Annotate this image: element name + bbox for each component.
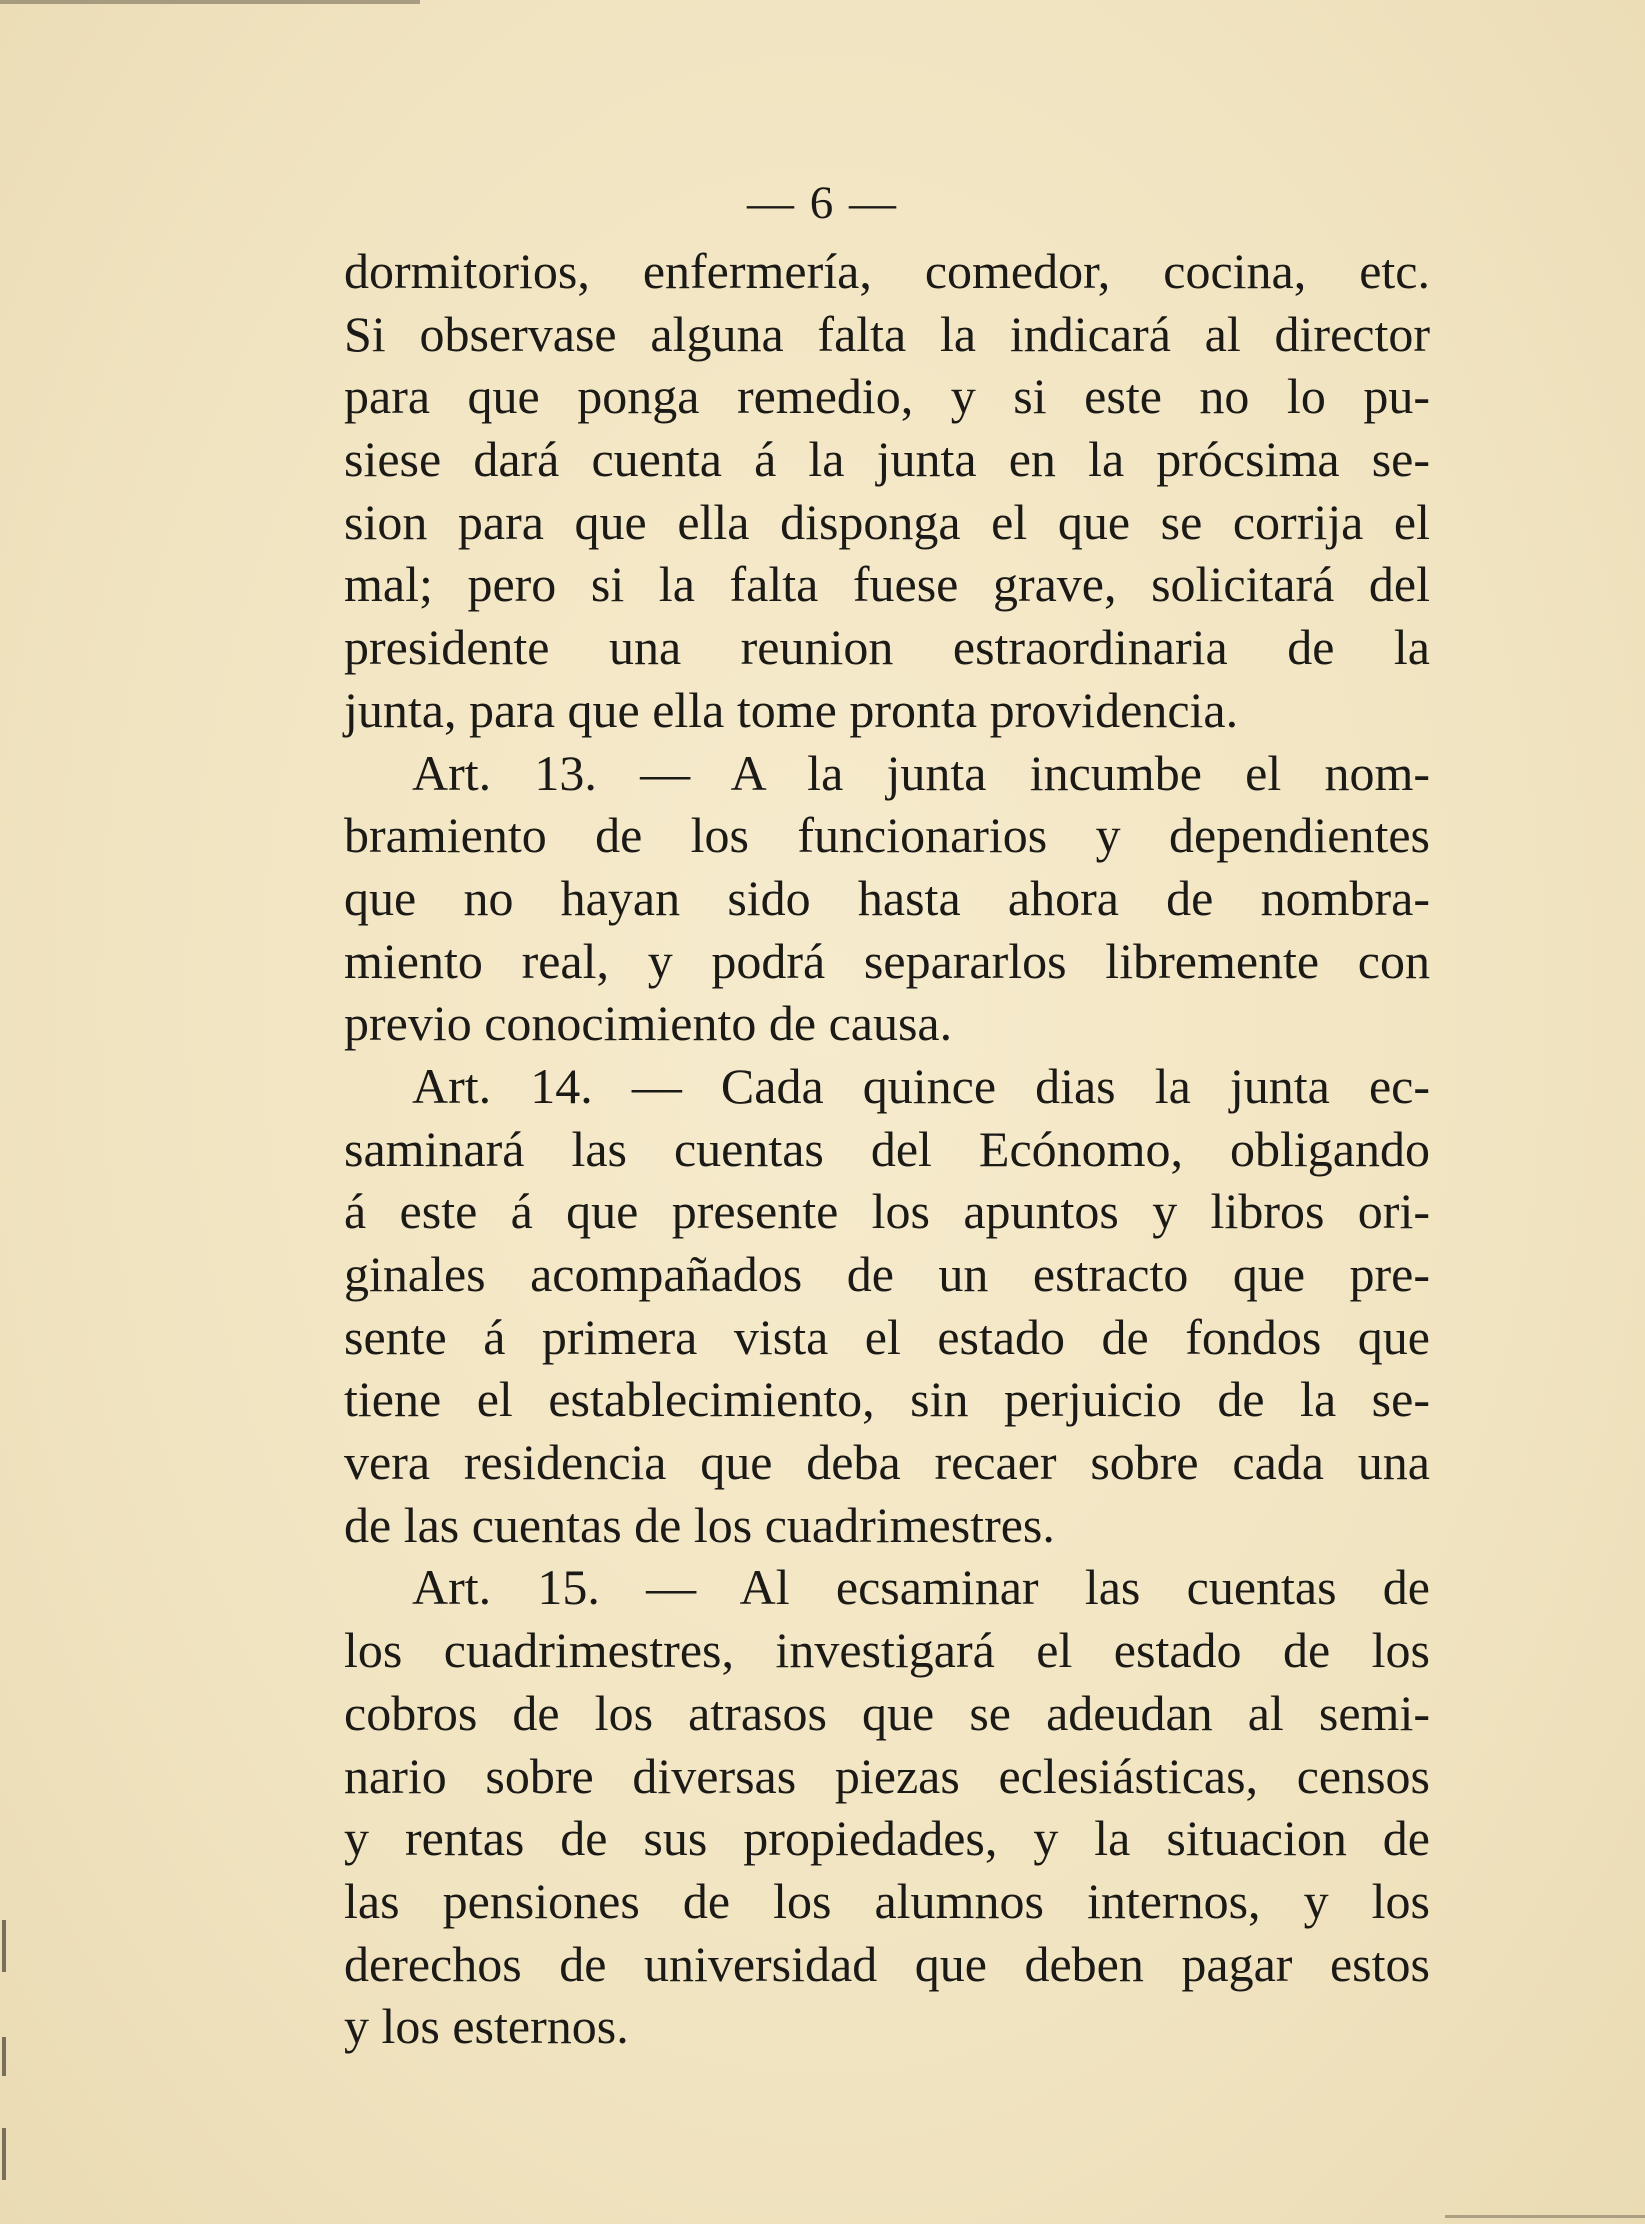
text-line: dormitorios, enfermería, comedor, cocina, etc. [344, 243, 1430, 299]
text-line: miento real, y podrá separarlos libremente con [344, 932, 1430, 989]
scan-edge-left [2, 1920, 6, 2180]
text-line: bramiento de los funcionarios y dependientes [344, 807, 1430, 864]
text-line: previo conocimiento de causa. [344, 995, 953, 1052]
text-line: saminará las cuentas del Ecónomo, obligando [344, 1120, 1430, 1177]
text-line: las pensiones de los alumnos internos, y los [344, 1872, 1430, 1929]
text-line: tiene el establecimiento, sin perjuicio de la se- [344, 1371, 1430, 1428]
text-line: y rentas de sus propiedades, y la situacion de [344, 1810, 1430, 1867]
text-line: los cuadrimestres, investigará el estado de los [344, 1622, 1430, 1679]
scan-edge-bottom [1445, 2215, 1645, 2218]
text-line: cobros de los atrasos que se adeudan al semi- [344, 1684, 1430, 1741]
text-line: para que ponga remedio, y si este no lo pu- [344, 368, 1430, 425]
page-number: — 6 — [747, 177, 898, 229]
article-13-heading-line: Art. 13. — A la junta incumbe el nom- [412, 744, 1430, 801]
text-line: y los esternos. [344, 1998, 629, 2055]
body-text [344, 240, 1430, 2058]
scan-edge-top [0, 0, 420, 4]
article-15-heading-line: Art. 15. — Al ecsaminar las cuentas de [412, 1559, 1430, 1616]
text-line: nario sobre diversas piezas eclesiásticas, censos [344, 1747, 1430, 1804]
text-line: que no hayan sido hasta ahora de nombra- [344, 869, 1430, 926]
text-line: vera residencia que deba recaer sobre cada una [344, 1434, 1430, 1491]
text-line: derechos de universidad que deben pagar estos [344, 1935, 1430, 1992]
text-line: siese dará cuenta á la junta en la prócsima se- [344, 431, 1430, 488]
text-line: Si observase alguna falta la indicará al director [344, 305, 1430, 362]
text-line: sente á primera vista el estado de fondos que [344, 1308, 1430, 1365]
text-line: junta, para que ella tome pronta providencia. [344, 681, 1239, 738]
text-line: mal; pero si la falta fuese grave, solicitará del [344, 556, 1430, 613]
text-line: presidente una reunion estraordinaria de la [344, 619, 1430, 676]
text-line: sion para que ella disponga el que se corrija el [344, 493, 1430, 550]
text-line: ginales acompañados de un estracto que pre- [344, 1246, 1430, 1302]
text-line: á este á que presente los apuntos y libros ori- [344, 1183, 1430, 1240]
text-line: de las cuentas de los cuadrimestres. [344, 1496, 1055, 1553]
article-14-heading-line: Art. 14. — Cada quince dias la junta ec- [412, 1057, 1430, 1114]
